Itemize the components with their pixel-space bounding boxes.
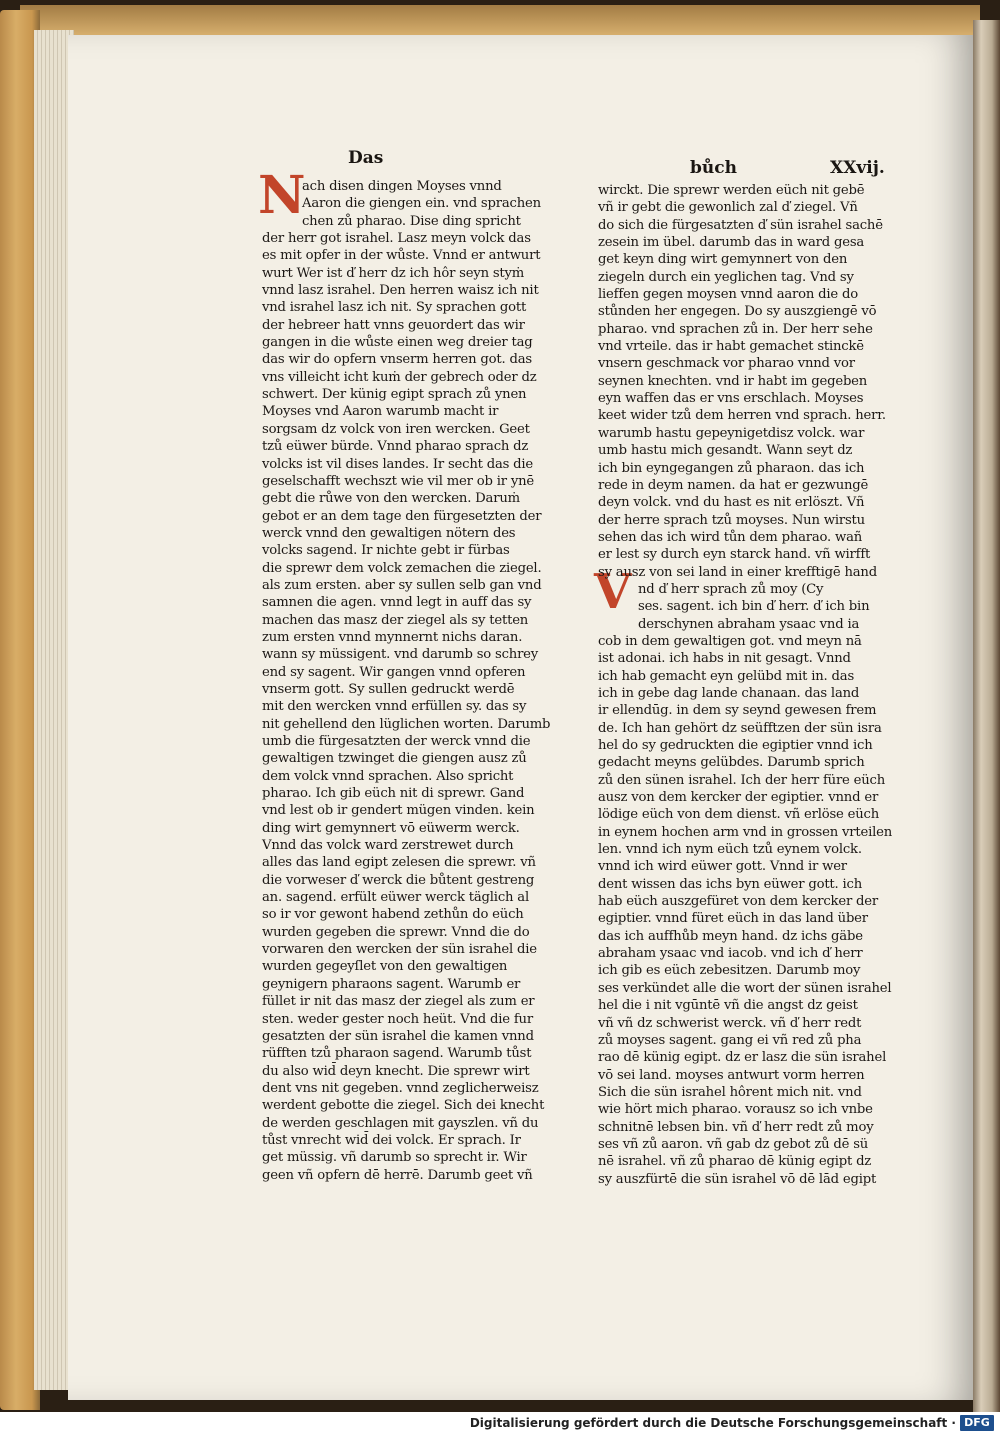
text-line: vnnd ich wird eüwer gott. Vnnd ir wer xyxy=(598,859,847,875)
text-line: rao dē künig egipt. dz er lasz die sün israhel xyxy=(598,1050,887,1066)
text-line: umb die fürgesatzten der werck vnnd die xyxy=(262,734,531,749)
funding-notice: Digitalisierung gefördert durch die Deutsche Forschungsgemeinschaft · xyxy=(469,1416,956,1430)
text-line: dem volck vnnd sprachen. Also spricht xyxy=(262,768,514,784)
text-line: wie hört mich pharao. vorausz so ich vnbe xyxy=(598,1102,873,1118)
text-line: füllet ir nit das masz der ziegel als zum er xyxy=(262,994,535,1010)
text-line: vorwaren den wercken der sün israhel die xyxy=(262,942,537,958)
text-line: schwert. Der künig egipt sprach zů ynen xyxy=(262,387,527,403)
text-line: nit gehellend den lüglichen worten. Darumb xyxy=(262,716,551,732)
text-line: vnd lest ob ir gendert mügen vinden. kein xyxy=(262,803,535,819)
text-line: ausz von dem kercker der egiptier. vnnd er xyxy=(598,790,879,806)
text-line: egiptier. vnnd füret eüch in das land über xyxy=(598,911,868,927)
text-line: wann sy müssigent. vnd darumb so schrey xyxy=(262,647,539,663)
text-line: do sich die fürgesatzten ď sün israhel sachē xyxy=(598,217,883,233)
text-line: vō sei land. moyses antwurt vorm herren xyxy=(598,1067,865,1083)
text-line: geselschafft wechszt wie vil mer ob ir ynē xyxy=(262,473,534,489)
text-line: zesein im übel. darumb das in ward gesa xyxy=(598,235,865,251)
text-line: vnserm gott. Sy sullen gedruckt werdē xyxy=(262,681,515,697)
text-line: hel do sy gedruckten die egiptier vnnd ich xyxy=(598,738,873,753)
text-line: tzů eüwer bürde. Vnnd pharao sprach dz xyxy=(262,439,529,455)
text-line: als zum ersten. aber sy sullen selb gan vnd xyxy=(262,577,542,593)
folio-number: XXvij. xyxy=(830,158,885,178)
text-line: geen vñ opfern dē herrē. Darumb geet vñ xyxy=(262,1167,533,1183)
text-line: hab eüch auszgefüret von dem kercker der xyxy=(598,894,878,910)
text-line: len. vnnd ich nym eüch tzů eynem volck. xyxy=(598,842,862,858)
text-line: in eynem hochen arm vnd in grossen vrteilen xyxy=(598,824,892,840)
text-line: vns villeicht icht kuṁ der gebrech oder dz xyxy=(262,369,537,385)
text-line: vnnd lasz israhel. Den herren waisz ich nit xyxy=(262,283,539,299)
text-line: warumb hastu gepeynigetdisz volck. war xyxy=(598,425,865,441)
text-line: an. sagend. erfült eüwer werck täglich al xyxy=(262,890,529,906)
text-line: abraham ysaac vnd iacob. vnd ich ď herr xyxy=(598,946,863,962)
text-line: Vnnd das volck ward zerstrewet durch xyxy=(262,838,514,854)
text-line: ziegeln durch ein yeglichen tag. Vnd sy xyxy=(598,269,854,285)
text-line: sten. weder gester noch heüt. Vnd die fur xyxy=(262,1011,533,1027)
text-line: keet wider tzů dem herren vnd sprach. herr. xyxy=(598,408,886,424)
text-line: lieffen gegen moysen vnnd aaron die do xyxy=(598,287,858,303)
text-line: nē israhel. vñ zů pharao dē künig egipt dz xyxy=(598,1154,872,1170)
text-line: ich bin eyngegangen zů pharaon. das ich xyxy=(598,460,865,476)
text-line: geynigern pharaons sagent. Warumb er xyxy=(262,976,521,992)
text-line: vñ ir gebt die gewonlich zal ď ziegel. Vñ xyxy=(598,200,858,216)
text-line: de werden geschlagen mit gayszlen. vñ du xyxy=(262,1115,539,1131)
text-line: stůnden her engegen. Do sy auszgiengē vō xyxy=(598,304,877,320)
text-line: deyn volck. vnd du hast es nit erlöszt. Vñ xyxy=(598,495,865,511)
text-line: ses. sagent. ich bin ď herr. ď ich bin xyxy=(638,599,870,615)
text-line: es mit opfer in der wůste. Vnnd er antwurt xyxy=(262,248,541,264)
facing-page-edge xyxy=(973,20,1000,1412)
running-header-center: bůch xyxy=(690,158,737,178)
text-line: der herr got israhel. Lasz meyn volck das xyxy=(262,231,531,247)
text-line: machen das masz der ziegel als sy tetten xyxy=(262,612,529,628)
text-line: gebt die růwe von den wercken. Daruṁ xyxy=(262,491,520,507)
text-line: vñ vñ dz schwerist werck. vñ ď herr redt xyxy=(598,1015,862,1031)
text-line: gangen in die wůste einen weg dreier tag xyxy=(262,335,533,351)
text-line: er lest sy durch eyn starck hand. vñ wirfft xyxy=(598,547,871,563)
book-cover-top xyxy=(20,5,980,35)
text-line: tůst vnrecht wid̄ dei volck. Er sprach. Ir xyxy=(262,1132,521,1148)
text-line: vnd israhel lasz ich nit. Sy sprachen gott xyxy=(262,300,527,316)
text-line: eyn waffen das er vns erschlach. Moyses xyxy=(598,391,864,407)
text-line: vnsern geschmack vor pharao vnnd vor xyxy=(598,356,855,372)
text-line: ich gib es eüch zebesitzen. Darumb moy xyxy=(598,963,861,979)
text-line: die vorweser ď werck die bůtent gestreng xyxy=(262,872,535,888)
text-line: ses verkündet alle die wort der sünen israhel xyxy=(598,980,892,996)
text-line: du also wid̄ deyn knecht. Die sprewr wirt xyxy=(262,1063,530,1079)
text-line: ist adonai. ich habs in nit gesagt. Vnnd xyxy=(598,651,851,667)
text-column-left xyxy=(262,178,550,1184)
text-line: schnitnē lebsen bin. vñ ď herr redt zů moy xyxy=(598,1119,874,1135)
text-line: umb hastu mich gesandt. Wann seyt dz xyxy=(598,443,853,459)
text-line: dent vns nit gegeben. vnnd zeglicherweisz xyxy=(262,1080,539,1096)
text-line: zů den sünen israhel. Ich der herr füre eüch xyxy=(598,772,886,788)
text-line: die sprewr dem volck zemachen die ziegel. xyxy=(262,560,542,576)
text-line: sehen das ich wird tůn dem pharao. wañ xyxy=(598,529,863,545)
text-line: gedacht meyns gelübdes. Darumb sprich xyxy=(598,755,865,771)
text-line: pharao. Ich gib eüch nit di sprewr. Gand xyxy=(262,786,525,802)
text-line: sorgsam dz volck von iren wercken. Geet xyxy=(262,421,530,437)
text-line: wurden gegeben die sprewr. Vnnd die do xyxy=(262,924,530,940)
text-line: alles das land egipt zelesen die sprewr. vñ xyxy=(262,855,536,871)
text-line: get müssig. vñ darumb so sprecht ir. Wir xyxy=(262,1150,527,1166)
text-line: gesatzten der sün israhel die kamen vnnd xyxy=(262,1028,534,1044)
dfg-logo-icon: DFG xyxy=(960,1415,994,1431)
text-line: ach disen dingen Moyses vnnd xyxy=(302,179,502,194)
text-line: zů moyses sagent. gang ei vñ red zů pha xyxy=(598,1032,862,1048)
text-line: zum ersten vnnd mynnernt nichs daran. xyxy=(262,629,523,645)
text-line: lödige eüch von dem dienst. vñ erlöse eüch xyxy=(598,807,879,823)
text-line: der herre sprach tzů moyses. Nun wirstu xyxy=(598,512,865,528)
text-line: samnen die agen. vnnd legt in auff das sy xyxy=(262,595,532,611)
text-line: Sich die sün israhel hôrent mich nit. vnd xyxy=(598,1084,862,1100)
text-line: cob in dem gewaltigen got. vnd meyn nā xyxy=(598,633,862,649)
text-line: sy ausz von sei land in einer krefftigē hand xyxy=(598,564,877,580)
rubricated-initial-n: N xyxy=(258,165,306,226)
text-line: das ich auffhůb meyn hand. dz ichs gäbe xyxy=(598,928,863,944)
text-line: ich in gebe dag lande chanaan. das land xyxy=(598,685,860,701)
text-line: werck vnnd den gewaltigen nötern des xyxy=(262,525,516,541)
text-line: wirckt. Die sprewr werden eüch nit gebē xyxy=(598,183,865,198)
text-line: sy auszfürtē die sün israhel vō dē lād egipt xyxy=(598,1171,877,1187)
text-line: ding wirt gemynnert vō eüwerm werck. xyxy=(262,820,520,836)
text-line: das wir do opfern vnserm herren got. das xyxy=(262,352,532,368)
text-line: so ir vor gewont habend zethůn do eüch xyxy=(262,907,524,923)
text-line: ses vñ zů aaron. vñ gab dz gebot zů dē sü xyxy=(598,1136,869,1152)
text-line: end sy sagent. Wir gangen vnnd opferen xyxy=(262,664,526,680)
text-line: rede in deym namen. da hat er gezwungē xyxy=(598,477,869,493)
text-line: chen zů pharao. Dise ding spricht xyxy=(302,213,521,229)
text-line: dent wissen das ichs byn eüwer gott. ich xyxy=(598,876,863,892)
text-line: de. Ich han gehört dz seüfftzen der sün isra xyxy=(598,720,882,736)
text-line: hel die i nit vgūntē vñ die angst dz geist xyxy=(598,998,858,1014)
text-line: wurden gegeyſlet von den gewaltigen xyxy=(262,959,508,975)
text-column-right xyxy=(598,182,892,1188)
text-line: wurt Wer ist ď herr dz ich hôr seyn styṁ xyxy=(262,265,525,281)
text-line: volcks sagend. Ir nichte gebt ir fürbas xyxy=(262,543,510,559)
rubricated-initial-v: V xyxy=(594,564,632,620)
text-line: werdent gebotte die ziegel. Sich dei knecht xyxy=(262,1098,545,1114)
text-line: get keyn ding wirt gemynnert von den xyxy=(598,252,848,268)
text-line: derschynen abraham ysaac vnd ia xyxy=(638,616,860,632)
text-line: seynen knechten. vnd ir habt im gegeben xyxy=(598,373,868,389)
text-line: ich hab gemacht eyn gelübd mit in. das xyxy=(598,668,855,684)
digitization-footer xyxy=(0,1412,1000,1435)
text-line: Aaron die giengen ein. vnd sprachen xyxy=(302,196,541,212)
text-line: der hebreer hatt vnns geuordert das wir xyxy=(262,317,525,333)
text-line: gebot er an dem tage den fürgesetzten der xyxy=(262,508,542,524)
text-line: ir ellendūg. in dem sy seynd gewesen frem xyxy=(598,703,877,719)
running-header-left: Das xyxy=(348,148,384,168)
text-line: vnd vrteile. das ir habt gemachet stinckē xyxy=(598,339,864,355)
text-line: Moyses vnd Aaron warumb macht ir xyxy=(262,404,499,420)
text-line: nd ď herr sprach zů moy (Cy xyxy=(638,581,824,597)
text-line: volcks ist vil dises landes. Ir secht das die xyxy=(262,456,534,472)
text-line: rüfften tzů pharaon sagend. Warumb tůst xyxy=(262,1046,532,1062)
text-line: gewaltigen tzwinget die giengen ausz zů xyxy=(262,751,527,767)
text-line: pharao. vnd sprachen zů in. Der herr sehe xyxy=(598,321,873,337)
text-line: mit den wercken vnnd erfüllen sy. das sy xyxy=(262,699,527,715)
